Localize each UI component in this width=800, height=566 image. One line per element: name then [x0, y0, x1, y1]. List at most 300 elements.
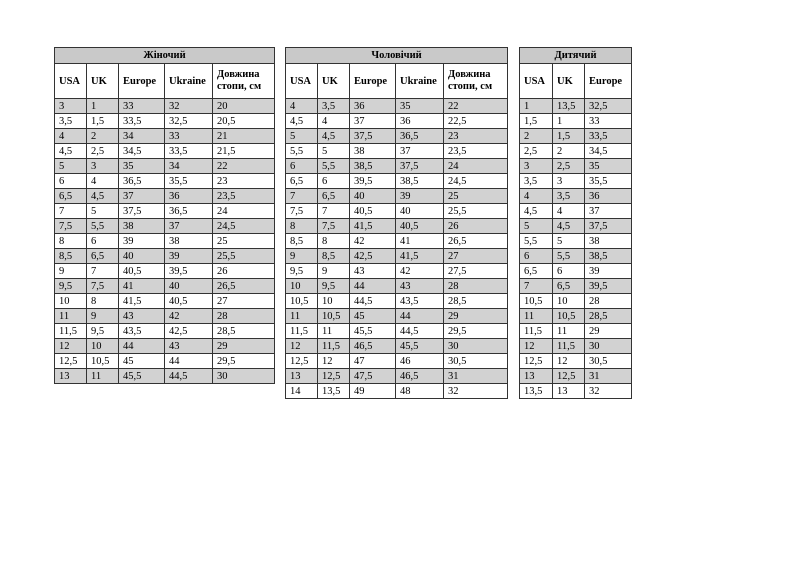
- table-cell: 4,5: [520, 204, 553, 219]
- table-cell: 22,5: [444, 114, 508, 129]
- table-cell: 40,5: [119, 264, 165, 279]
- table-row: [286, 174, 508, 189]
- table-cell: 9: [286, 249, 318, 264]
- table-cell: 5: [318, 144, 350, 159]
- table-row: [286, 369, 508, 384]
- table-row: [286, 324, 508, 339]
- table-cell: 24,5: [213, 219, 275, 234]
- table-cell: 9,5: [87, 324, 119, 339]
- table-cell: 37,5: [396, 159, 444, 174]
- table-row: [55, 99, 275, 114]
- table-cell: 35: [396, 99, 444, 114]
- table-cell: 13,5: [553, 99, 585, 114]
- table-cell: 30: [444, 339, 508, 354]
- table-row: [55, 339, 275, 354]
- table-row: [286, 234, 508, 249]
- table-cell: 42: [350, 234, 396, 249]
- table-cell: 11,5: [318, 339, 350, 354]
- table-cell: 40: [165, 279, 213, 294]
- table-row: [55, 114, 275, 129]
- col-header-uk: UK: [318, 64, 350, 99]
- table-cell: 3: [553, 174, 585, 189]
- table-row: [286, 189, 508, 204]
- table-cell: 12: [318, 354, 350, 369]
- table-cell: 6,5: [318, 189, 350, 204]
- table-cell: 3,5: [553, 189, 585, 204]
- table-cell: 12,5: [318, 369, 350, 384]
- table-cell: 21: [213, 129, 275, 144]
- table-cell: 37,5: [585, 219, 632, 234]
- table-cell: 26: [444, 219, 508, 234]
- table-cell: 10: [55, 294, 87, 309]
- table-row: [55, 129, 275, 144]
- table-cell: 42,5: [350, 249, 396, 264]
- table-cell: 28: [444, 279, 508, 294]
- table-cell: 5,5: [87, 219, 119, 234]
- table-row: [55, 264, 275, 279]
- table-cell: 6: [520, 249, 553, 264]
- table-cell: 26: [213, 264, 275, 279]
- table-cell: 43: [396, 279, 444, 294]
- table-row: [520, 249, 632, 264]
- table-row: [520, 264, 632, 279]
- table-cell: 45,5: [350, 324, 396, 339]
- table-cell: 14: [286, 384, 318, 399]
- table-cell: 46: [396, 354, 444, 369]
- table-row: [55, 204, 275, 219]
- kids-size-table: [519, 47, 632, 399]
- table-cell: 7,5: [87, 279, 119, 294]
- table-cell: 10,5: [553, 309, 585, 324]
- table-cell: 8,5: [286, 234, 318, 249]
- table-cell: 27,5: [444, 264, 508, 279]
- table-cell: 33,5: [119, 114, 165, 129]
- table-cell: 7: [520, 279, 553, 294]
- table-cell: 3,5: [318, 99, 350, 114]
- table-cell: 11: [87, 369, 119, 384]
- table-row: [520, 339, 632, 354]
- table-cell: 43,5: [396, 294, 444, 309]
- table-cell: 46,5: [396, 369, 444, 384]
- men-table-title: Чоловічий: [286, 48, 508, 64]
- table-cell: 27: [213, 294, 275, 309]
- table-cell: 4,5: [553, 219, 585, 234]
- table-cell: 39,5: [350, 174, 396, 189]
- table-cell: 41,5: [350, 219, 396, 234]
- table-cell: 42: [165, 309, 213, 324]
- table-cell: 47: [350, 354, 396, 369]
- table-row: [286, 144, 508, 159]
- table-cell: 6: [55, 174, 87, 189]
- table-cell: 10,5: [520, 294, 553, 309]
- table-cell: 12: [553, 354, 585, 369]
- table-cell: 13: [286, 369, 318, 384]
- table-cell: 28: [213, 309, 275, 324]
- table-cell: 4,5: [318, 129, 350, 144]
- table-row: [55, 144, 275, 159]
- table-cell: 8: [55, 234, 87, 249]
- table-cell: 36,5: [396, 129, 444, 144]
- table-cell: 13,5: [520, 384, 553, 399]
- table-cell: 3,5: [520, 174, 553, 189]
- table-cell: 42: [396, 264, 444, 279]
- table-cell: 12: [286, 339, 318, 354]
- table-cell: 33: [165, 129, 213, 144]
- table-cell: 34: [119, 129, 165, 144]
- table-cell: 9: [318, 264, 350, 279]
- table-cell: 8,5: [55, 249, 87, 264]
- col-header-uk: UK: [87, 64, 119, 99]
- table-row: [286, 309, 508, 324]
- table-cell: 3: [520, 159, 553, 174]
- table-cell: 1,5: [87, 114, 119, 129]
- table-row: [55, 249, 275, 264]
- col-header-ukraine: Ukraine: [396, 64, 444, 99]
- table-cell: 45: [119, 354, 165, 369]
- table-row: [286, 129, 508, 144]
- table-cell: 25,5: [213, 249, 275, 264]
- table-cell: 10,5: [87, 354, 119, 369]
- col-header-europe: Europe: [585, 64, 632, 99]
- table-cell: 9,5: [286, 264, 318, 279]
- table-row: [520, 324, 632, 339]
- table-cell: 39: [119, 234, 165, 249]
- table-cell: 10,5: [286, 294, 318, 309]
- table-cell: 26,5: [213, 279, 275, 294]
- table-cell: 31: [585, 369, 632, 384]
- table-cell: 13: [520, 369, 553, 384]
- table-cell: 11,5: [520, 324, 553, 339]
- table-cell: 37: [119, 189, 165, 204]
- table-cell: 2: [87, 129, 119, 144]
- table-cell: 12: [55, 339, 87, 354]
- table-cell: 12,5: [553, 369, 585, 384]
- table-cell: 5,5: [553, 249, 585, 264]
- table-cell: 35,5: [585, 174, 632, 189]
- table-cell: 35: [119, 159, 165, 174]
- table-cell: 36,5: [119, 174, 165, 189]
- table-cell: 30,5: [585, 354, 632, 369]
- table-cell: 44: [396, 309, 444, 324]
- table-cell: 29,5: [444, 324, 508, 339]
- table-cell: 8,5: [318, 249, 350, 264]
- col-header-foot-length: Довжина стопи, см: [213, 64, 275, 99]
- table-cell: 33: [119, 99, 165, 114]
- table-cell: 29: [213, 339, 275, 354]
- table-row: [286, 354, 508, 369]
- table-row: [55, 279, 275, 294]
- table-cell: 28,5: [444, 294, 508, 309]
- table-cell: 32,5: [585, 99, 632, 114]
- table-cell: 28,5: [585, 309, 632, 324]
- table-row: [286, 384, 508, 399]
- table-cell: 35: [585, 159, 632, 174]
- col-header-usa: USA: [520, 64, 553, 99]
- table-cell: 41,5: [119, 294, 165, 309]
- table-cell: 1: [87, 99, 119, 114]
- table-cell: 24,5: [444, 174, 508, 189]
- table-cell: 5: [87, 204, 119, 219]
- table-cell: 37: [396, 144, 444, 159]
- table-cell: 11: [286, 309, 318, 324]
- table-cell: 35,5: [165, 174, 213, 189]
- table-row: [55, 309, 275, 324]
- table-row: [55, 354, 275, 369]
- women-table-body: [55, 99, 275, 384]
- table-cell: 44: [119, 339, 165, 354]
- table-cell: 34,5: [119, 144, 165, 159]
- table-cell: 41: [396, 234, 444, 249]
- table-cell: 12,5: [55, 354, 87, 369]
- table-cell: 46,5: [350, 339, 396, 354]
- table-cell: 37: [165, 219, 213, 234]
- table-row: [55, 219, 275, 234]
- table-cell: 6,5: [55, 189, 87, 204]
- table-cell: 43: [350, 264, 396, 279]
- table-cell: 6,5: [286, 174, 318, 189]
- table-row: [520, 354, 632, 369]
- table-cell: 32: [165, 99, 213, 114]
- table-cell: 30: [585, 339, 632, 354]
- women-size-table: [54, 47, 275, 384]
- table-row: [520, 174, 632, 189]
- table-row: [55, 174, 275, 189]
- table-cell: 27: [444, 249, 508, 264]
- table-cell: 33: [585, 114, 632, 129]
- table-row: [520, 114, 632, 129]
- table-row: [55, 234, 275, 249]
- table-cell: 12: [520, 339, 553, 354]
- table-cell: 44,5: [396, 324, 444, 339]
- table-cell: 49: [350, 384, 396, 399]
- table-cell: 13: [553, 384, 585, 399]
- table-row: [520, 309, 632, 324]
- table-cell: 5,5: [520, 234, 553, 249]
- table-cell: 4: [520, 189, 553, 204]
- table-cell: 5,5: [318, 159, 350, 174]
- table-cell: 44: [165, 354, 213, 369]
- table-row: [286, 159, 508, 174]
- table-cell: 39,5: [165, 264, 213, 279]
- table-cell: 29: [585, 324, 632, 339]
- men-size-table: [285, 47, 508, 399]
- table-cell: 13: [55, 369, 87, 384]
- table-cell: 7: [286, 189, 318, 204]
- table-row: [55, 369, 275, 384]
- table-cell: 11: [55, 309, 87, 324]
- table-row: [55, 294, 275, 309]
- col-header-europe: Europe: [350, 64, 396, 99]
- table-cell: 9: [55, 264, 87, 279]
- table-cell: 37: [350, 114, 396, 129]
- table-cell: 39: [396, 189, 444, 204]
- table-row: [520, 219, 632, 234]
- table-cell: 37,5: [119, 204, 165, 219]
- table-cell: 11: [520, 309, 553, 324]
- table-row: [286, 249, 508, 264]
- table-cell: 4,5: [286, 114, 318, 129]
- table-cell: 36: [396, 114, 444, 129]
- table-row: [286, 114, 508, 129]
- table-row: [520, 294, 632, 309]
- table-cell: 10: [553, 294, 585, 309]
- table-cell: 7: [87, 264, 119, 279]
- table-cell: 21,5: [213, 144, 275, 159]
- table-cell: 20: [213, 99, 275, 114]
- table-cell: 23: [444, 129, 508, 144]
- table-cell: 41: [119, 279, 165, 294]
- table-cell: 36: [350, 99, 396, 114]
- table-cell: 1: [553, 114, 585, 129]
- table-cell: 41,5: [396, 249, 444, 264]
- table-cell: 24: [213, 204, 275, 219]
- table-cell: 34: [165, 159, 213, 174]
- table-cell: 28: [585, 294, 632, 309]
- table-cell: 3: [87, 159, 119, 174]
- table-cell: 38,5: [350, 159, 396, 174]
- kids-table-body: [520, 99, 632, 399]
- table-cell: 25,5: [444, 204, 508, 219]
- table-cell: 3,5: [55, 114, 87, 129]
- table-cell: 38,5: [396, 174, 444, 189]
- table-cell: 33,5: [165, 144, 213, 159]
- col-header-foot-length: Довжина стопи, см: [444, 64, 508, 99]
- table-cell: 10: [87, 339, 119, 354]
- table-cell: 9,5: [55, 279, 87, 294]
- table-cell: 39: [165, 249, 213, 264]
- table-cell: 43,5: [119, 324, 165, 339]
- table-cell: 40: [119, 249, 165, 264]
- table-cell: 7,5: [286, 204, 318, 219]
- table-cell: 8: [318, 234, 350, 249]
- table-cell: 11,5: [286, 324, 318, 339]
- table-cell: 28,5: [213, 324, 275, 339]
- table-cell: 42,5: [165, 324, 213, 339]
- col-header-europe: Europe: [119, 64, 165, 99]
- table-cell: 6: [87, 234, 119, 249]
- table-cell: 7: [318, 204, 350, 219]
- table-cell: 39,5: [585, 279, 632, 294]
- table-cell: 22: [444, 99, 508, 114]
- table-cell: 5: [520, 219, 553, 234]
- table-cell: 38,5: [585, 249, 632, 264]
- table-row: [55, 159, 275, 174]
- table-cell: 40,5: [165, 294, 213, 309]
- table-cell: 47,5: [350, 369, 396, 384]
- table-row: [286, 279, 508, 294]
- col-header-usa: USA: [55, 64, 87, 99]
- table-cell: 1,5: [520, 114, 553, 129]
- table-cell: 13,5: [318, 384, 350, 399]
- table-cell: 7,5: [55, 219, 87, 234]
- table-cell: 6: [286, 159, 318, 174]
- table-row: [520, 369, 632, 384]
- table-row: [520, 204, 632, 219]
- table-cell: 22: [213, 159, 275, 174]
- table-cell: 43: [119, 309, 165, 324]
- table-cell: 37: [585, 204, 632, 219]
- table-cell: 48: [396, 384, 444, 399]
- table-cell: 4: [286, 99, 318, 114]
- table-cell: 4: [55, 129, 87, 144]
- table-cell: 40: [350, 189, 396, 204]
- table-cell: 45,5: [396, 339, 444, 354]
- table-cell: 40: [396, 204, 444, 219]
- table-cell: 40,5: [350, 204, 396, 219]
- table-cell: 1,5: [553, 129, 585, 144]
- table-row: [286, 204, 508, 219]
- table-cell: 4: [87, 174, 119, 189]
- table-cell: 5: [55, 159, 87, 174]
- table-row: [520, 234, 632, 249]
- table-cell: 7,5: [318, 219, 350, 234]
- table-cell: 43: [165, 339, 213, 354]
- table-cell: 9,5: [318, 279, 350, 294]
- table-cell: 2: [520, 129, 553, 144]
- table-cell: 32: [585, 384, 632, 399]
- table-cell: 11: [553, 324, 585, 339]
- table-cell: 6: [553, 264, 585, 279]
- table-cell: 23: [213, 174, 275, 189]
- table-cell: 37,5: [350, 129, 396, 144]
- table-cell: 6,5: [553, 279, 585, 294]
- table-cell: 10,5: [318, 309, 350, 324]
- table-row: [286, 219, 508, 234]
- table-cell: 39: [585, 264, 632, 279]
- table-row: [520, 189, 632, 204]
- table-cell: 38: [119, 219, 165, 234]
- table-cell: 29,5: [213, 354, 275, 369]
- table-row: [286, 264, 508, 279]
- table-cell: 25: [444, 189, 508, 204]
- table-cell: 6,5: [520, 264, 553, 279]
- table-cell: 45: [350, 309, 396, 324]
- table-cell: 44,5: [350, 294, 396, 309]
- table-cell: 4,5: [87, 189, 119, 204]
- table-cell: 2,5: [553, 159, 585, 174]
- table-row: [520, 144, 632, 159]
- table-cell: 44,5: [165, 369, 213, 384]
- table-cell: 11,5: [553, 339, 585, 354]
- table-row: [286, 339, 508, 354]
- table-cell: 32,5: [165, 114, 213, 129]
- table-cell: 24: [444, 159, 508, 174]
- table-cell: 8: [286, 219, 318, 234]
- women-table-title: Жіночий: [55, 48, 275, 64]
- table-cell: 9: [87, 309, 119, 324]
- table-cell: 4,5: [55, 144, 87, 159]
- table-cell: 3: [55, 99, 87, 114]
- table-cell: 26,5: [444, 234, 508, 249]
- table-row: [55, 324, 275, 339]
- table-cell: 31: [444, 369, 508, 384]
- table-cell: 2,5: [520, 144, 553, 159]
- table-row: [520, 129, 632, 144]
- table-row: [286, 99, 508, 114]
- table-cell: 5,5: [286, 144, 318, 159]
- men-table-body: [286, 99, 508, 399]
- table-cell: 45,5: [119, 369, 165, 384]
- table-cell: 30: [213, 369, 275, 384]
- table-cell: 1: [520, 99, 553, 114]
- table-row: [520, 99, 632, 114]
- table-cell: 8: [87, 294, 119, 309]
- table-cell: 20,5: [213, 114, 275, 129]
- table-cell: 12,5: [286, 354, 318, 369]
- col-header-uk: UK: [553, 64, 585, 99]
- table-cell: 10: [286, 279, 318, 294]
- table-cell: 38: [350, 144, 396, 159]
